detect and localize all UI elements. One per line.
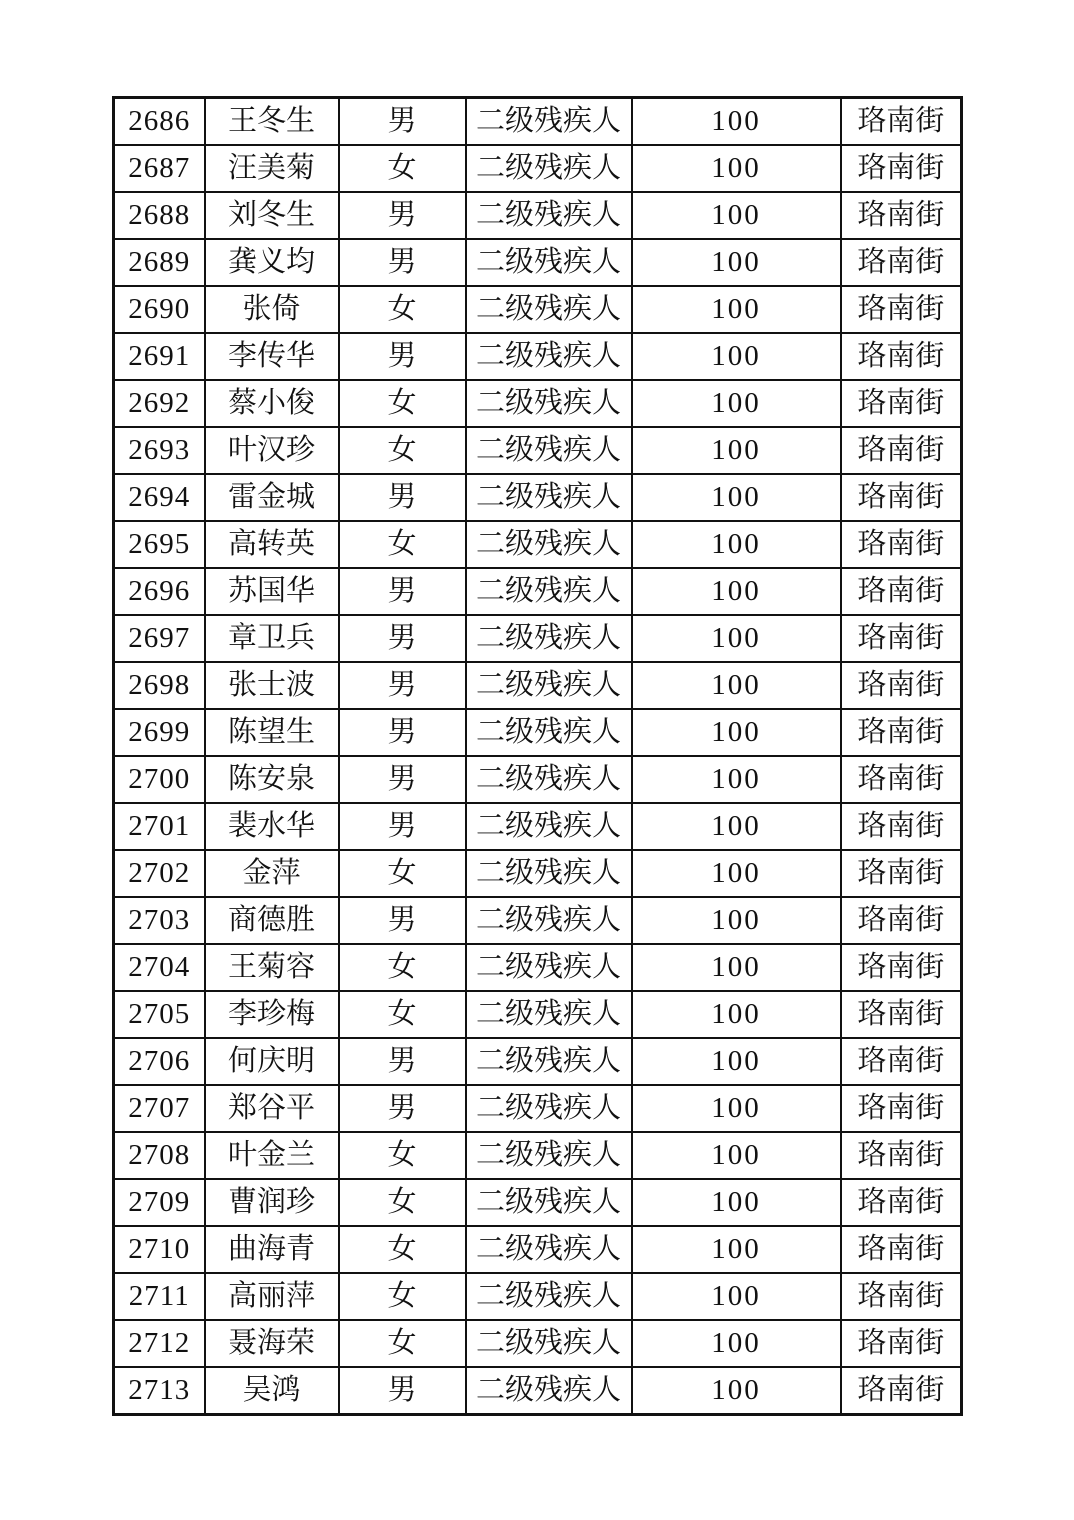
cell-street: 珞南街 [841,192,962,239]
cell-amount: 100 [632,1085,841,1132]
cell-amount: 100 [632,662,841,709]
cell-category: 二级残疾人 [466,427,632,474]
cell-amount: 100 [632,1179,841,1226]
cell-gender: 女 [339,1179,466,1226]
cell-amount: 100 [632,145,841,192]
cell-category: 二级残疾人 [466,1367,632,1415]
cell-id: 2702 [114,850,205,897]
cell-id: 2713 [114,1367,205,1415]
cell-id: 2710 [114,1226,205,1273]
cell-amount: 100 [632,756,841,803]
table-row [114,286,962,333]
table-row [114,239,962,286]
cell-street: 珞南街 [841,615,962,662]
cell-id: 2696 [114,568,205,615]
cell-gender: 男 [339,662,466,709]
cell-amount: 100 [632,1367,841,1415]
cell-street: 珞南街 [841,239,962,286]
table-row [114,1320,962,1367]
cell-street: 珞南街 [841,427,962,474]
cell-name: 高转英 [205,521,339,568]
cell-category: 二级残疾人 [466,1132,632,1179]
cell-gender: 男 [339,474,466,521]
cell-category: 二级残疾人 [466,1038,632,1085]
cell-gender: 男 [339,615,466,662]
cell-gender: 女 [339,1132,466,1179]
cell-gender: 男 [339,239,466,286]
cell-name: 陈望生 [205,709,339,756]
cell-street: 珞南街 [841,662,962,709]
cell-name: 何庆明 [205,1038,339,1085]
cell-amount: 100 [632,521,841,568]
cell-street: 珞南街 [841,568,962,615]
cell-gender: 女 [339,991,466,1038]
table-row [114,709,962,756]
table-row [114,98,962,146]
table-row [114,803,962,850]
table-row [114,991,962,1038]
cell-gender: 女 [339,427,466,474]
cell-gender: 女 [339,1273,466,1320]
cell-category: 二级残疾人 [466,803,632,850]
cell-name: 雷金城 [205,474,339,521]
cell-id: 2705 [114,991,205,1038]
cell-category: 二级残疾人 [466,756,632,803]
cell-street: 珞南街 [841,991,962,1038]
cell-category: 二级残疾人 [466,944,632,991]
cell-gender: 女 [339,286,466,333]
table-row [114,1038,962,1085]
cell-gender: 女 [339,850,466,897]
cell-id: 2695 [114,521,205,568]
cell-id: 2703 [114,897,205,944]
cell-amount: 100 [632,98,841,146]
cell-id: 2708 [114,1132,205,1179]
cell-id: 2707 [114,1085,205,1132]
cell-amount: 100 [632,991,841,1038]
cell-amount: 100 [632,427,841,474]
cell-category: 二级残疾人 [466,662,632,709]
cell-amount: 100 [632,1226,841,1273]
cell-gender: 女 [339,1226,466,1273]
cell-street: 珞南街 [841,944,962,991]
cell-id: 2694 [114,474,205,521]
cell-id: 2686 [114,98,205,146]
cell-category: 二级残疾人 [466,286,632,333]
table-row [114,756,962,803]
table-row [114,1273,962,1320]
cell-amount: 100 [632,897,841,944]
cell-street: 珞南街 [841,521,962,568]
cell-gender: 男 [339,333,466,380]
cell-amount: 100 [632,803,841,850]
cell-amount: 100 [632,286,841,333]
cell-name: 裴水华 [205,803,339,850]
cell-street: 珞南街 [841,1273,962,1320]
cell-gender: 男 [339,192,466,239]
cell-name: 章卫兵 [205,615,339,662]
cell-gender: 女 [339,380,466,427]
cell-id: 2698 [114,662,205,709]
cell-category: 二级残疾人 [466,474,632,521]
table-row [114,568,962,615]
cell-gender: 男 [339,568,466,615]
cell-id: 2711 [114,1273,205,1320]
cell-id: 2691 [114,333,205,380]
cell-category: 二级残疾人 [466,145,632,192]
cell-id: 2700 [114,756,205,803]
cell-amount: 100 [632,568,841,615]
cell-category: 二级残疾人 [466,1226,632,1273]
cell-street: 珞南街 [841,1085,962,1132]
cell-amount: 100 [632,1038,841,1085]
cell-name: 叶汉珍 [205,427,339,474]
cell-gender: 男 [339,709,466,756]
cell-id: 2712 [114,1320,205,1367]
cell-category: 二级残疾人 [466,709,632,756]
cell-gender: 男 [339,803,466,850]
cell-name: 李传华 [205,333,339,380]
cell-name: 汪美菊 [205,145,339,192]
cell-street: 珞南街 [841,897,962,944]
cell-category: 二级残疾人 [466,568,632,615]
cell-id: 2706 [114,1038,205,1085]
cell-category: 二级残疾人 [466,192,632,239]
cell-street: 珞南街 [841,1367,962,1415]
cell-name: 叶金兰 [205,1132,339,1179]
cell-street: 珞南街 [841,756,962,803]
cell-amount: 100 [632,1273,841,1320]
cell-street: 珞南街 [841,1320,962,1367]
table-row [114,333,962,380]
cell-name: 聂海荣 [205,1320,339,1367]
document-page [112,96,963,1416]
cell-amount: 100 [632,333,841,380]
cell-amount: 100 [632,239,841,286]
cell-street: 珞南街 [841,145,962,192]
cell-name: 李珍梅 [205,991,339,1038]
table-row [114,145,962,192]
cell-gender: 男 [339,897,466,944]
table-row [114,615,962,662]
cell-id: 2687 [114,145,205,192]
table-row [114,380,962,427]
cell-id: 2688 [114,192,205,239]
cell-category: 二级残疾人 [466,333,632,380]
cell-name: 王菊容 [205,944,339,991]
cell-category: 二级残疾人 [466,615,632,662]
table-row [114,1226,962,1273]
cell-gender: 女 [339,521,466,568]
cell-name: 王冬生 [205,98,339,146]
cell-street: 珞南街 [841,1226,962,1273]
cell-street: 珞南街 [841,803,962,850]
table-row [114,521,962,568]
cell-category: 二级残疾人 [466,1179,632,1226]
cell-category: 二级残疾人 [466,239,632,286]
cell-street: 珞南街 [841,474,962,521]
cell-name: 苏国华 [205,568,339,615]
cell-gender: 女 [339,1320,466,1367]
table-row [114,427,962,474]
cell-amount: 100 [632,1320,841,1367]
cell-street: 珞南街 [841,850,962,897]
table-row [114,897,962,944]
cell-street: 珞南街 [841,1132,962,1179]
cell-gender: 男 [339,1038,466,1085]
cell-name: 曹润珍 [205,1179,339,1226]
cell-category: 二级残疾人 [466,850,632,897]
cell-category: 二级残疾人 [466,98,632,146]
cell-name: 金萍 [205,850,339,897]
cell-name: 曲海青 [205,1226,339,1273]
cell-id: 2701 [114,803,205,850]
cell-amount: 100 [632,192,841,239]
cell-category: 二级残疾人 [466,1085,632,1132]
table-row [114,662,962,709]
cell-amount: 100 [632,850,841,897]
cell-street: 珞南街 [841,98,962,146]
cell-gender: 男 [339,1367,466,1415]
cell-street: 珞南街 [841,1038,962,1085]
cell-street: 珞南街 [841,1179,962,1226]
cell-amount: 100 [632,615,841,662]
cell-street: 珞南街 [841,380,962,427]
cell-name: 商德胜 [205,897,339,944]
cell-gender: 男 [339,756,466,803]
cell-name: 龚义均 [205,239,339,286]
cell-name: 高丽萍 [205,1273,339,1320]
cell-gender: 男 [339,98,466,146]
table-row [114,474,962,521]
cell-name: 刘冬生 [205,192,339,239]
table-row [114,944,962,991]
table-row [114,1367,962,1415]
cell-gender: 女 [339,944,466,991]
cell-id: 2699 [114,709,205,756]
cell-amount: 100 [632,474,841,521]
cell-name: 张士波 [205,662,339,709]
cell-street: 珞南街 [841,709,962,756]
cell-category: 二级残疾人 [466,1273,632,1320]
cell-id: 2709 [114,1179,205,1226]
benefit-roster-table [112,96,963,1416]
cell-amount: 100 [632,944,841,991]
cell-name: 蔡小俊 [205,380,339,427]
cell-category: 二级残疾人 [466,991,632,1038]
cell-amount: 100 [632,709,841,756]
cell-id: 2697 [114,615,205,662]
table-row [114,1132,962,1179]
cell-id: 2704 [114,944,205,991]
cell-category: 二级残疾人 [466,897,632,944]
cell-name: 陈安泉 [205,756,339,803]
cell-id: 2689 [114,239,205,286]
table-row [114,850,962,897]
cell-id: 2692 [114,380,205,427]
cell-id: 2690 [114,286,205,333]
cell-name: 郑谷平 [205,1085,339,1132]
cell-amount: 100 [632,1132,841,1179]
cell-gender: 女 [339,145,466,192]
cell-category: 二级残疾人 [466,1320,632,1367]
cell-name: 吴鸿 [205,1367,339,1415]
table-row [114,1085,962,1132]
table-body [114,98,962,1415]
cell-id: 2693 [114,427,205,474]
cell-street: 珞南街 [841,333,962,380]
table-row [114,1179,962,1226]
cell-name: 张倚 [205,286,339,333]
cell-street: 珞南街 [841,286,962,333]
cell-category: 二级残疾人 [466,521,632,568]
cell-category: 二级残疾人 [466,380,632,427]
cell-amount: 100 [632,380,841,427]
table-row [114,192,962,239]
cell-gender: 男 [339,1085,466,1132]
